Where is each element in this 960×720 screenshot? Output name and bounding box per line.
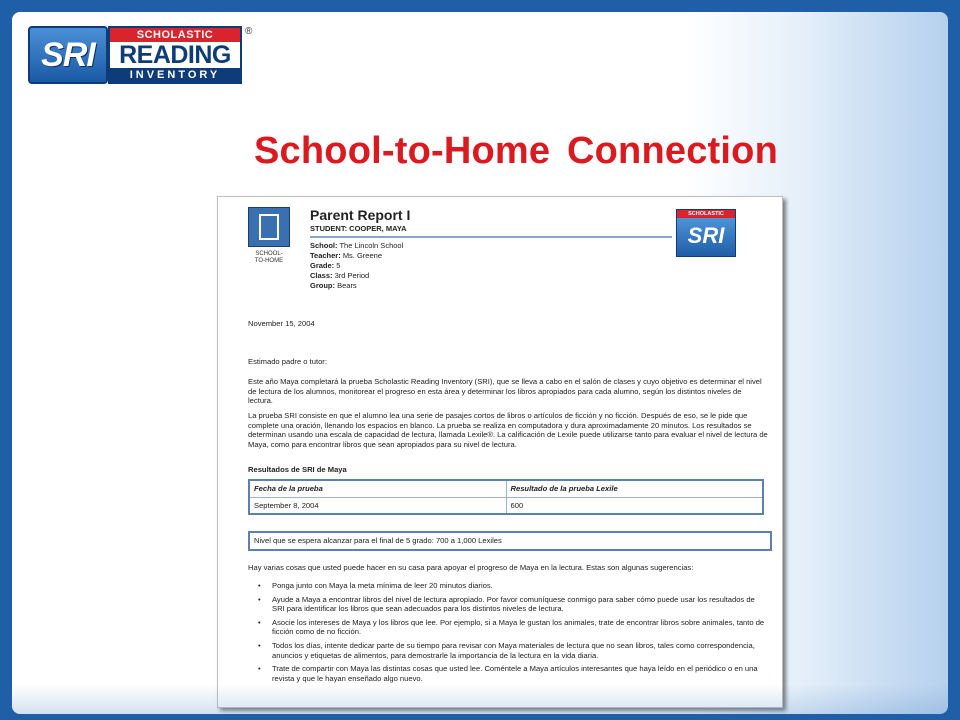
logo-reading: READING bbox=[110, 42, 240, 68]
badge-sri: SRI bbox=[687, 223, 725, 248]
student-name: STUDENT: COOPER, MAYA bbox=[310, 224, 407, 233]
logo-wordmark bbox=[108, 26, 242, 84]
cell-test-date: September 8, 2004 bbox=[249, 497, 506, 514]
logo-inventory: INVENTORY bbox=[129, 69, 221, 81]
slide bbox=[12, 12, 948, 714]
header-rule bbox=[310, 236, 672, 238]
info-grade: Grade: 5 bbox=[310, 261, 341, 270]
parent-report-page bbox=[217, 196, 783, 708]
list-item: • Trate de compartir con Maya las distintas cosas que usted lee. Coméntele a Maya artículos interesantes que haya leído en el periódico o en una revista y que le hayan enseñado algo nuevo. bbox=[248, 664, 768, 683]
school-to-home-icon bbox=[248, 207, 290, 247]
sri-logo-mark: SRI bbox=[28, 26, 108, 84]
results-heading: Resultados de SRI de Maya bbox=[248, 465, 347, 474]
badge-scholastic: SCHOLASTIC bbox=[677, 210, 735, 218]
cell-lexile-result: 600 bbox=[506, 497, 763, 514]
report-date: November 15, 2004 bbox=[248, 319, 315, 328]
info-class: Class: 3rd Period bbox=[310, 271, 370, 280]
suggestions-intro: Hay varias cosas que usted puede hacer en su casa para apoyar el progreso de Maya en la lectura. Estas son algunas sugerencias: bbox=[248, 563, 694, 572]
list-item: • Ponga junto con Maya la meta mínima de leer 20 minutos diarios. bbox=[248, 581, 768, 591]
table-row bbox=[249, 497, 763, 514]
icon-label-line1: SCHOOL- bbox=[255, 251, 283, 257]
scholastic-sri-badge bbox=[676, 209, 736, 257]
col-lexile-result: Resultado de la prueba Lexile bbox=[506, 480, 763, 497]
list-item: • Asocie los intereses de Maya y los libros que lee. Por ejemplo, si a Maya le gustan los animales, trate de encontrar libros sobre animales, tanto de ficción como de no ficción. bbox=[248, 618, 768, 637]
results-table bbox=[248, 479, 764, 515]
registered-mark: ® bbox=[245, 26, 253, 37]
door-icon bbox=[259, 214, 279, 240]
test-description-paragraph: La prueba SRI consiste en que el alumno lea una serie de pasajes cortos de libros o artículos de ficción y no ficción. Después de eso, se le pide que complete una oración, llenando los espacios en blanco. La prueba se realiza en computadora y dura aproximadamente 20 minutos. Los resultados se determinan usando una escala de capacidad de lectura, llamada Lexile®. La calificación de Lexile puede utilizarse tanto para evaluar el nivel de lectura de Maya, como para encontrar libros que sean apropiados para su nivel de lectura. bbox=[248, 411, 768, 449]
intro-paragraph: Este año Maya completará la prueba Scholastic Reading Inventory (SRI), que se lleva a cabo en el salón de clases y cuyo objetivo es determinar el nivel de lectura de los alumnos, monitorear el progreso en esta área y determinar los libros apropiados para cada alumno, según los distintos niveles de lectura. bbox=[248, 377, 762, 406]
info-school: School: The Lincoln School bbox=[310, 241, 404, 250]
student-info bbox=[310, 241, 403, 291]
list-item: • Todos los días, intente dedicar parte de su tiempo para revisar con Maya materiales de lectura que no sean libros, tales como correspondencia, anuncios y etiquetas de alimentos, para demostrarle la importancia de la lectura en la vida diaria. bbox=[248, 641, 768, 660]
sri-logo bbox=[28, 26, 253, 84]
expected-level-box: Nivel que se espera alcanzar para el final de 5 grado: 700 a 1,000 Lexiles bbox=[248, 531, 772, 551]
info-teacher: Teacher: Ms. Greene bbox=[310, 251, 382, 260]
list-item: • Ayude a Maya a encontrar libros del nivel de lectura apropiado. Por favor comuníquese conmigo para saber cómo puede usar los resultados de SRI para identificar los libros que sean adecuados para los distintos niveles de lectura. bbox=[248, 595, 768, 614]
greeting: Estimado padre o tutor: bbox=[248, 357, 327, 366]
col-test-date: Fecha de la prueba bbox=[249, 480, 506, 497]
logo-scholastic: SCHOLASTIC bbox=[110, 28, 240, 42]
info-group: Group: Bears bbox=[310, 281, 357, 290]
slide-title: School-to-Home Connection bbox=[254, 130, 778, 172]
suggestions-list bbox=[248, 581, 768, 687]
school-to-home-label bbox=[244, 251, 294, 265]
report-title: Parent Report I bbox=[310, 207, 411, 223]
icon-label-line2: TO-HOME bbox=[254, 258, 284, 264]
table-header-row bbox=[249, 480, 763, 497]
